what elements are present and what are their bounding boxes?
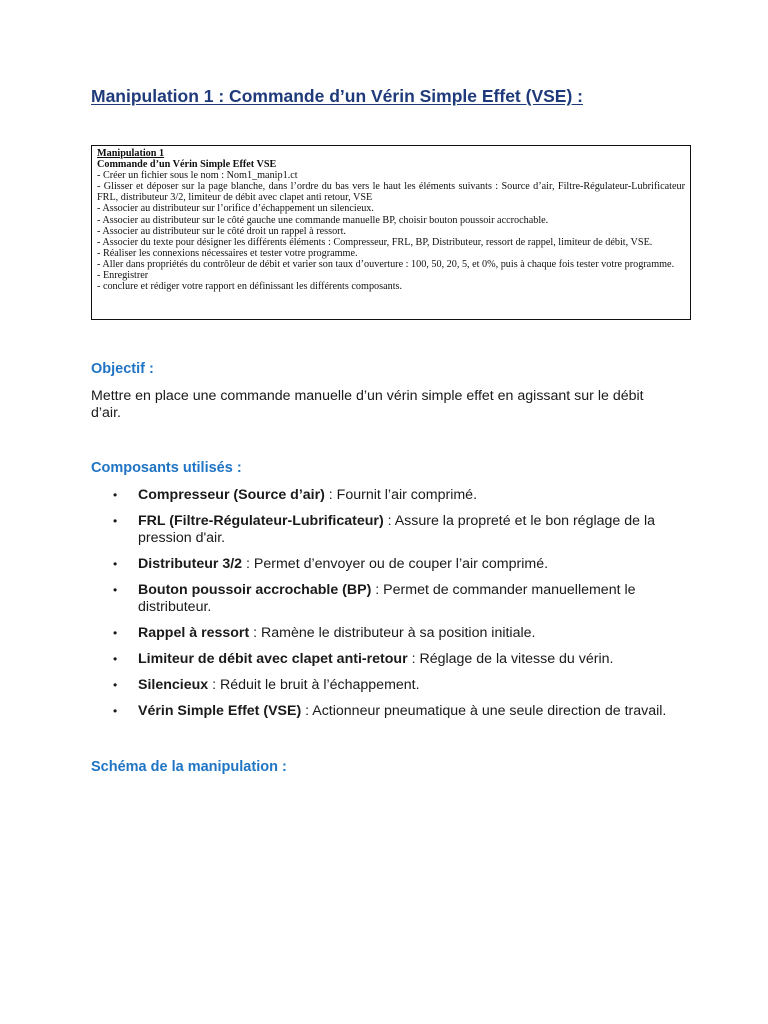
composants-heading: Composants utilisés : [91,460,242,476]
schema-heading: Schéma de la manipulation : [91,759,287,775]
component-term: FRL (Filtre-Régulateur-Lubrificateur) [138,513,384,529]
component-description: : Actionneur pneumatique à une seule direction de travail. [301,703,667,719]
component-description: : Permet d’envoyer ou de couper l’air comprimé. [242,556,549,572]
list-item [91,651,691,668]
list-item [91,582,691,616]
instruction-line: - Associer du texte pour désigner les différents éléments : Compresseur, FRL, BP, Distributeur, ressort de rappel, limiteur de débit, VSE. [97,236,653,248]
instruction-line: - Créer un fichier sous le nom : Nom1_manip1.ct [97,170,298,182]
instruction-line: - conclure et rédiger votre rapport en définissant les différents composants. [97,281,403,293]
bullet-icon: • [113,626,118,640]
component-description: : Ramène le distributeur à sa position initiale. [249,625,536,641]
component-term: Distributeur 3/2 [138,556,243,572]
components-list [91,487,691,729]
component-description: : Réduit le bruit à l’échappement. [208,677,420,693]
component-description: : Réglage de la vitesse du vérin. [407,651,614,667]
instructions-title: Manipulation 1 [97,148,165,159]
component-term: Vérin Simple Effet (VSE) [138,703,302,719]
bullet-icon: • [113,514,118,528]
instructions-subtitle: Commande d’un Vérin Simple Effet VSE [97,159,277,171]
bullet-icon: • [113,652,118,666]
instruction-line: - Associer au distributeur sur l’orifice d’échappement un silencieux. [97,203,374,215]
list-item [91,625,691,642]
page-title: Manipulation 1 : Commande d’un Vérin Simple Effet (VSE) : [91,86,583,106]
component-term: Limiteur de débit avec clapet anti-retour [138,651,408,667]
component-term: Bouton poussoir accrochable (BP) [138,582,372,598]
bullet-icon: • [113,488,118,502]
instruction-line: - Associer au distributeur sur le côté gauche une commande manuelle BP, choisir bouton poussoir accrochable. [97,214,549,226]
instructions-box [91,145,691,320]
list-item [91,513,691,547]
list-item [91,703,691,720]
component-description: : Permet de commander manuellement le distributeur. [138,582,636,615]
component-description: : Assure la propreté et le bon réglage de la pression d'air. [138,513,655,546]
list-item [91,677,691,694]
bullet-icon: • [113,678,118,692]
bullet-icon: • [113,583,118,597]
instruction-line: - Associer au distributeur sur le côté droit un rappel à ressort. [97,225,346,237]
component-term: Silencieux [138,677,209,693]
component-description: : Fournit l’air comprimé. [324,487,478,503]
instruction-line: - Aller dans propriétés du contrôleur de débit et varier son taux d’ouverture : 100, 50, 20, 5, et 0%, puis à chaque fois tester votre programme. [97,258,675,270]
list-item [91,487,691,504]
bullet-icon: • [113,557,118,571]
instruction-line: - Enregistrer [97,270,149,282]
objectif-heading: Objectif : [91,361,154,377]
component-term: Compresseur (Source d’air) [138,487,325,503]
instruction-line: - Glisser et déposer sur la page blanche, dans l’ordre du bas vers le haut les éléments suivants : Source d’air, Filtre-Régulateur-Lubrificateur FRL, distributeur 3/2, limiteur de débit avec clapet anti retour, VSE [97,181,685,204]
instruction-line: - Réaliser les connexions nécessaires et tester votre programme. [97,247,358,259]
list-item [91,556,691,573]
objectif-text: Mettre en place une commande manuelle d’un vérin simple effet en agissant sur le débit d’air. [91,388,644,421]
component-term: Rappel à ressort [138,625,250,641]
bullet-icon: • [113,704,118,718]
